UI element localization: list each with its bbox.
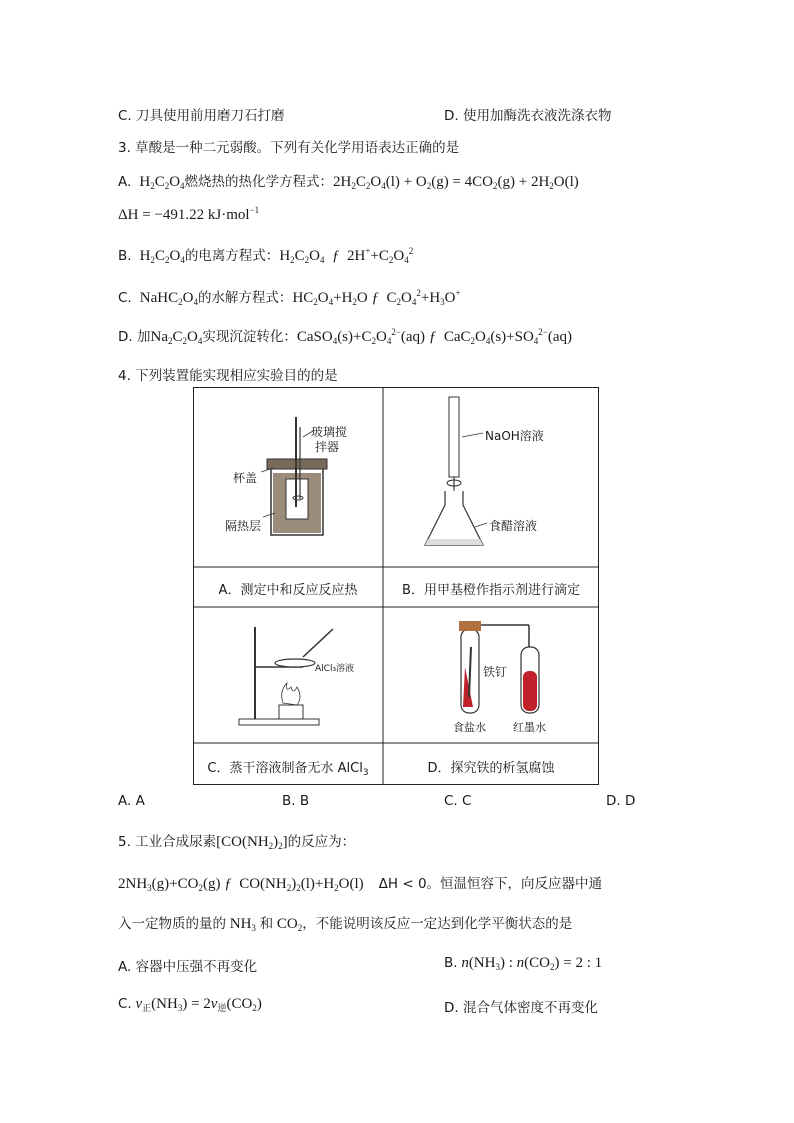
- caption-c-sub: 3: [362, 768, 369, 778]
- evaporation-drawing: [193, 607, 383, 743]
- q3-d-desc: 实现沉淀转化：: [202, 329, 297, 345]
- q5-line3-c: ，不能说明该反应一定达到化学平衡状态的是: [302, 916, 573, 932]
- apparatus-grid: [193, 387, 599, 785]
- q5-equation-line: [118, 872, 602, 893]
- q5-option-b-prefix: B.: [444, 955, 458, 971]
- label-stirrer-2: 拌器: [315, 440, 340, 454]
- q5-urea-formula: $[CO(NH_2)_2]$: [216, 834, 288, 851]
- label-red-ink: 红墨水: [513, 721, 546, 734]
- label-insulation: 隔热层: [225, 519, 262, 533]
- q5-option-d: D. 混合气体密度不再变化: [444, 1000, 598, 1016]
- q3-a-equation: $2H_2C_2O_4(l) + O_2(g) = 4CO_2(g) + 2H_2O(l)$: [333, 174, 579, 191]
- q3-stem: 3. 草酸是一种二元弱酸。下列有关化学用语表达正确的是: [118, 140, 460, 156]
- label-vinegar: 食醋溶液: [489, 519, 538, 533]
- q5-option-b-formula: $n(NH_3)$ : $n(CO_2) = 2$ : 1: [461, 955, 603, 972]
- q4-answer-d: D. D: [606, 793, 636, 809]
- q3-option-c: [118, 286, 461, 307]
- caption-b: B．用甲基橙作指示剂进行滴定: [402, 583, 580, 598]
- q3-b-formula: $H_2C_2O_4$: [135, 248, 185, 265]
- q3-d-equation: $CaSO_4(s)+C_2O_4^{2-}(aq)$ ƒ $CaC_2O_4(s)+SO_4^{2-}(aq)$: [296, 327, 573, 346]
- figure-b-titration: [383, 387, 599, 567]
- label-lid: 杯盖: [233, 471, 258, 485]
- q5-option-c-prefix: C.: [118, 996, 132, 1012]
- q4-answer-c: C. C: [444, 793, 472, 809]
- q3-c-desc: 的水解方程式：: [197, 290, 293, 306]
- q5-option-b: [444, 955, 602, 972]
- figure-a-calorimeter: [193, 387, 383, 567]
- q3-a-enthalpy: [118, 205, 259, 224]
- q3-d-prefix: D. 加: [118, 329, 151, 345]
- q2-option-c: C. 刀具使用前用磨刀石打磨: [118, 108, 285, 124]
- titration-drawing: [383, 387, 599, 567]
- q3-a-dh-exp: −1: [249, 205, 260, 215]
- q5-nh3: $NH_3$: [226, 916, 256, 933]
- q4-answer-a: A. A: [118, 793, 145, 809]
- q5-equation: $2NH_3(g)+CO_2(g)$ ƒ $CO(NH_2)_2(l)+H_2O(l)$: [118, 876, 379, 893]
- q3-c-prefix: C.: [118, 290, 132, 306]
- q3-b-equation: $H_2C_2O_4$ ƒ $2H^++C_2O_4^2$: [279, 246, 414, 265]
- q3-option-b: [118, 244, 413, 265]
- q2-option-d: D. 使用加酶洗衣液洗涤衣物: [444, 108, 612, 124]
- label-alcl3-solution: AlCl₃溶液: [315, 664, 355, 674]
- q5-stem-suffix: 的反应为：: [287, 834, 356, 850]
- q3-a-prefix: A.: [118, 174, 132, 190]
- label-salt-water: 食盐水: [453, 721, 486, 734]
- q5-line3-b: 和: [259, 916, 274, 932]
- label-nail: 铁钉: [483, 665, 508, 679]
- calorimeter-drawing: [193, 387, 383, 567]
- q5-stem: [118, 830, 355, 851]
- q3-c-equation: $HC_2O_4+H_2O$ ƒ $C_2O_4^2+H_3O^+$: [292, 288, 461, 307]
- q5-condition: ΔH < 0。恒温恒容下，向反应器中通: [378, 876, 603, 892]
- q3-a-desc: 燃烧热的热化学方程式：: [184, 174, 334, 190]
- q5-option-c-formula: $v_正(NH_3) = 2v_逆(CO_2)$: [135, 996, 262, 1013]
- q3-option-a: [118, 170, 579, 191]
- q5-line3-a: 入一定物质的量的: [118, 916, 226, 932]
- q5-co2: $CO_2$: [273, 916, 303, 933]
- q3-c-formula: $NaHC_2O_4$: [136, 290, 198, 307]
- q5-stem-prefix: 5. 工业合成尿素: [118, 834, 217, 850]
- caption-c: [193, 757, 383, 778]
- figure-d-corrosion: [383, 607, 599, 743]
- q5-stem-line3: [118, 912, 572, 933]
- q3-option-d: [118, 325, 572, 346]
- label-stirrer-1: 玻璃搅: [311, 425, 348, 439]
- q5-option-a: A. 容器中压强不再变化: [118, 959, 258, 975]
- q5-option-c: [118, 996, 262, 1014]
- q3-b-desc: 的电离方程式：: [184, 248, 280, 264]
- q4-answer-b: B. B: [282, 793, 310, 809]
- caption-a: A．测定中和反应反应热: [218, 583, 358, 598]
- caption-d: D．探究铁的析氢腐蚀: [427, 761, 555, 776]
- q3-a-formula: $H_2C_2O_4$: [135, 174, 185, 191]
- figure-c-evaporation: [193, 607, 383, 743]
- q3-b-prefix: B.: [118, 248, 132, 264]
- q4-stem: 4. 下列装置能实现相应实验目的的是: [118, 368, 338, 384]
- label-naoh: NaOH溶液: [485, 429, 544, 443]
- caption-c-text: C．蒸干溶液制备无水 AlCl: [207, 761, 363, 776]
- q3-d-formula: $Na_2C_2O_4$: [150, 329, 203, 346]
- q3-a-dh: ΔH = −491.22 kJ·mol: [118, 207, 250, 223]
